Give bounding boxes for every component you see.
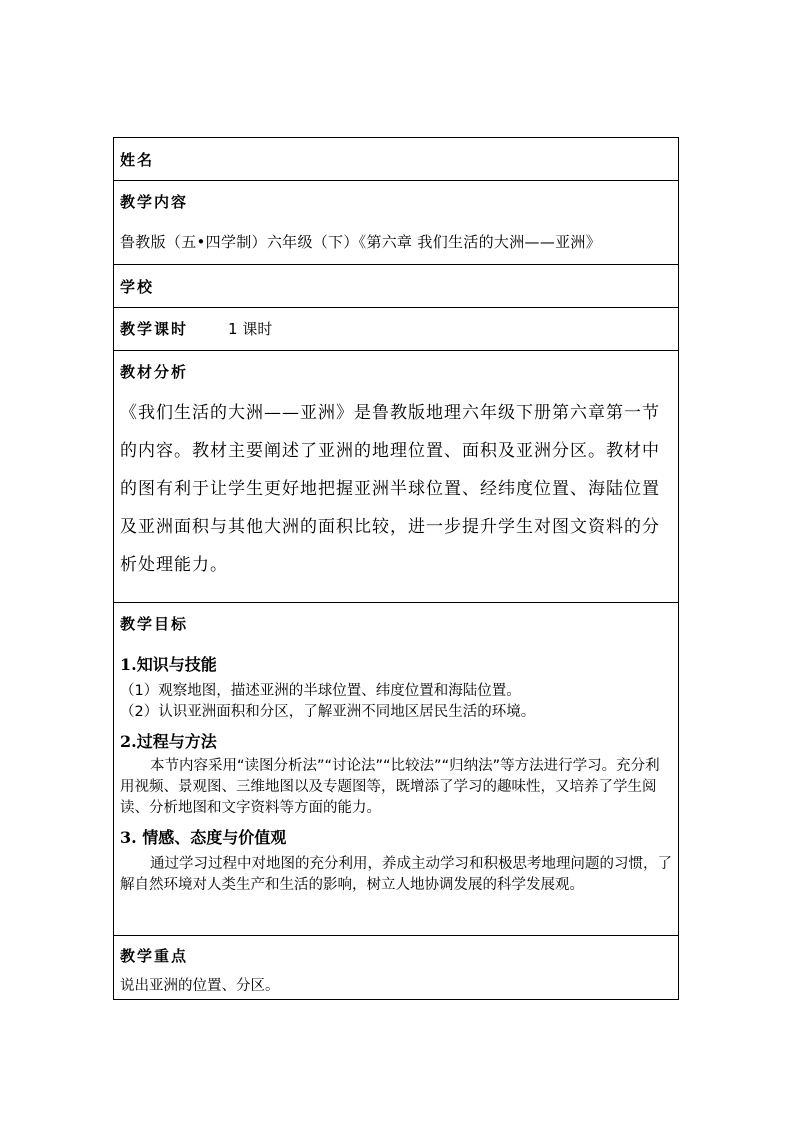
content-label: 教学内容 <box>120 193 189 211</box>
goals-row <box>114 603 678 936</box>
key-points-row <box>114 936 678 999</box>
goal-section-1-list <box>120 681 672 723</box>
analysis-label: 教材分析 <box>120 363 189 381</box>
lesson-plan-table <box>113 137 679 1000</box>
name-label: 姓名 <box>120 151 155 169</box>
analysis-row <box>114 351 678 603</box>
goal-section-2-title: 2.过程与方法 <box>120 732 217 751</box>
content-text: 鲁教版（五•四学制）六年级（下）《第六章 我们生活的大洲——亚洲》 <box>120 233 602 251</box>
key-points-text: 说出亚洲的位置、分区。 <box>120 978 280 994</box>
goal-section-1-title: 1.知识与技能 <box>120 655 217 674</box>
hours-row <box>114 308 678 351</box>
goal-item: （1）观察地图，描述亚洲的半球位置、纬度位置和海陆位置。 <box>120 683 521 699</box>
content-row <box>114 181 678 265</box>
goal-section-3-title: 3. 情感、态度与价值观 <box>120 828 287 847</box>
key-points-label: 教学重点 <box>120 947 189 965</box>
school-label: 学校 <box>120 278 155 296</box>
goal-item: （2）认识亚洲面积和分区，了解亚洲不同地区居民生活的环境。 <box>120 704 536 720</box>
name-row <box>114 138 678 181</box>
hours-label: 教学课时 <box>120 320 189 338</box>
school-row <box>114 265 678 308</box>
goal-section-2-text: 本节内容采用“读图分析法”“讨论法”“比较法”“归纳法”等方法进行学习。充分利用视频、景观图、三维地图以及专题图等，既增添了学习的趣味性，又培养了学生阅读、分析地图和文字资料等方面的能力。 <box>120 758 660 816</box>
analysis-text: 《我们生活的大洲——亚洲》是鲁教版地理六年级下册第六章第一节的内容。教材主要阐述了亚洲的地理位置、面积及亚洲分区。教材中的图有利于让学生更好地把握亚洲半球位置、经纬度位置、海陆位置及亚洲面积与其他大洲的面积比较，进一步提升学生对图文资料的分析处理能力。 <box>120 403 660 575</box>
goal-section-3-text: 通过学习过程中对地图的充分利用，养成主动学习和积极思考地理问题的习惯，了解自然环境对人类生产和生活的影响，树立人地协调发展的科学发展观。 <box>120 856 672 893</box>
goals-label: 教学目标 <box>120 615 189 633</box>
hours-value: 1 课时 <box>228 320 273 338</box>
